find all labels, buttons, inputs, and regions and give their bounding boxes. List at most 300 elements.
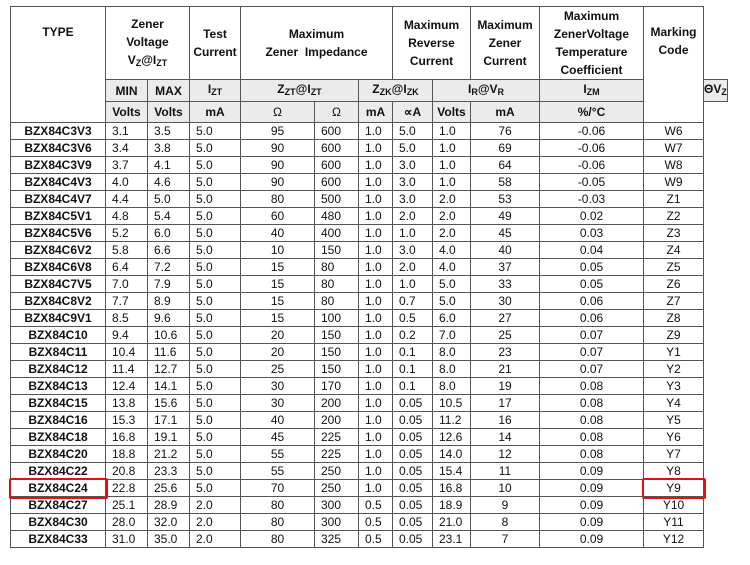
table-row	[11, 140, 728, 157]
cell-izt: 5.0	[190, 157, 241, 174]
cell-temp-coeff: 0.07	[540, 327, 644, 344]
cell-vz-max: 19.1	[148, 429, 190, 446]
cell-marking-code: W8	[644, 157, 704, 174]
cell-vz-min: 6.4	[106, 259, 148, 276]
cell-izt: 5.0	[190, 395, 241, 412]
cell-izt: 5.0	[190, 429, 241, 446]
cell-temp-coeff: 0.08	[540, 395, 644, 412]
cell-vz-min: 3.1	[106, 123, 148, 140]
cell-zzt: 90	[241, 157, 315, 174]
cell-temp-coeff: -0.03	[540, 191, 644, 208]
cell-type: BZX84C27	[11, 497, 106, 514]
cell-izt: 5.0	[190, 327, 241, 344]
cell-vr: 23.1	[433, 531, 471, 548]
cell-izk: 1.0	[359, 208, 393, 225]
cell-izm: 37	[471, 259, 540, 276]
cell-zzt: 30	[241, 395, 315, 412]
cell-marking-code: Z6	[644, 276, 704, 293]
cell-ir: 2.0	[393, 208, 433, 225]
cell-izk: 0.5	[359, 531, 393, 548]
unit-ovz: %/°C	[540, 102, 644, 123]
cell-izm: 7	[471, 531, 540, 548]
cell-vz-max: 4.1	[148, 157, 190, 174]
table-row	[11, 429, 728, 446]
cell-marking-code: Y12	[644, 531, 704, 548]
cell-ir: 0.05	[393, 480, 433, 497]
cell-zzt: 15	[241, 310, 315, 327]
cell-izt: 5.0	[190, 191, 241, 208]
cell-izt: 5.0	[190, 361, 241, 378]
header-zzt: $Z_{ZT}@I_{ZT}$	[241, 80, 359, 102]
cell-temp-coeff: 0.09	[540, 514, 644, 531]
cell-temp-coeff: -0.06	[540, 157, 644, 174]
cell-temp-coeff: 0.04	[540, 242, 644, 259]
cell-izt: 2.0	[190, 514, 241, 531]
unit-vr: Volts	[433, 102, 471, 123]
cell-ir: 0.05	[393, 514, 433, 531]
cell-type: BZX84C8V2	[11, 293, 106, 310]
cell-zzt: 40	[241, 412, 315, 429]
table-row	[11, 191, 728, 208]
header-max-reverse-current: Maximum Reverse Current	[393, 7, 471, 80]
cell-marking-code: Z2	[644, 208, 704, 225]
cell-marking-code: W7	[644, 140, 704, 157]
cell-zzk: 500	[315, 191, 359, 208]
cell-vz-min: 8.5	[106, 310, 148, 327]
cell-marking-code: Y2	[644, 361, 704, 378]
cell-zzk: 150	[315, 242, 359, 259]
cell-izk: 1.0	[359, 327, 393, 344]
cell-marking-code: Y5	[644, 412, 704, 429]
cell-zzt: 55	[241, 446, 315, 463]
table-row	[11, 242, 728, 259]
cell-zzk: 600	[315, 123, 359, 140]
cell-vz-min: 5.2	[106, 225, 148, 242]
cell-vz-max: 28.9	[148, 497, 190, 514]
unit-izt: mA	[190, 102, 241, 123]
cell-izk: 1.0	[359, 242, 393, 259]
cell-izt: 5.0	[190, 446, 241, 463]
cell-type: BZX84C7V5	[11, 276, 106, 293]
cell-zzt: 70	[241, 480, 315, 497]
cell-vz-max: 10.6	[148, 327, 190, 344]
cell-zzk: 225	[315, 446, 359, 463]
cell-izt: 5.0	[190, 259, 241, 276]
cell-type: BZX84C5V1	[11, 208, 106, 225]
cell-izk: 1.0	[359, 395, 393, 412]
cell-vz-max: 5.4	[148, 208, 190, 225]
table-row	[11, 497, 728, 514]
cell-vz-min: 3.4	[106, 140, 148, 157]
zener-spec-table	[10, 6, 728, 548]
cell-izt: 5.0	[190, 412, 241, 429]
header-max-zener-current: Maximum Zener Current	[471, 7, 540, 80]
cell-type: BZX84C20	[11, 446, 106, 463]
cell-izk: 1.0	[359, 140, 393, 157]
cell-temp-coeff: -0.06	[540, 140, 644, 157]
cell-izt: 5.0	[190, 480, 241, 497]
cell-izm: 19	[471, 378, 540, 395]
cell-zzk: 150	[315, 361, 359, 378]
cell-izt: 5.0	[190, 293, 241, 310]
cell-vz-min: 18.8	[106, 446, 148, 463]
cell-type: BZX84C16	[11, 412, 106, 429]
cell-type: BZX84C9V1	[11, 310, 106, 327]
cell-izt: 5.0	[190, 225, 241, 242]
cell-vz-min: 22.8	[106, 480, 148, 497]
cell-temp-coeff: 0.02	[540, 208, 644, 225]
cell-izt: 5.0	[190, 140, 241, 157]
cell-vz-min: 4.8	[106, 208, 148, 225]
cell-temp-coeff: 0.07	[540, 344, 644, 361]
cell-marking-code: Y4	[644, 395, 704, 412]
cell-ir: 0.1	[393, 378, 433, 395]
cell-ir: 2.0	[393, 259, 433, 276]
cell-type: BZX84C3V9	[11, 157, 106, 174]
cell-vr: 2.0	[433, 208, 471, 225]
cell-izm: 53	[471, 191, 540, 208]
cell-type: BZX84C13	[11, 378, 106, 395]
cell-ir: 5.0	[393, 140, 433, 157]
table-row	[11, 412, 728, 429]
cell-izm: 33	[471, 276, 540, 293]
cell-vz-min: 25.1	[106, 497, 148, 514]
header-ir: $I_R@V_R$	[433, 80, 540, 102]
table-row	[11, 225, 728, 242]
cell-temp-coeff: 0.08	[540, 412, 644, 429]
cell-vr: 6.0	[433, 310, 471, 327]
table-row	[11, 361, 728, 378]
table-row	[11, 531, 728, 548]
cell-izm: 8	[471, 514, 540, 531]
header-max-temp-coefficient: Maximum ZenerVoltage Temperature Coefficient	[540, 7, 644, 80]
cell-type: BZX84C6V8	[11, 259, 106, 276]
cell-izm: 27	[471, 310, 540, 327]
cell-marking-code: Y7	[644, 446, 704, 463]
cell-vz-min: 7.0	[106, 276, 148, 293]
cell-zzk: 600	[315, 157, 359, 174]
header-ovz: $\Theta V_Z$	[704, 80, 728, 102]
cell-vr: 7.0	[433, 327, 471, 344]
cell-vr: 2.0	[433, 191, 471, 208]
table-row	[11, 276, 728, 293]
cell-marking-code: Z3	[644, 225, 704, 242]
cell-marking-code: W9	[644, 174, 704, 191]
cell-zzk: 225	[315, 429, 359, 446]
header-test-current: Test Current	[190, 7, 241, 80]
cell-vr: 5.0	[433, 276, 471, 293]
cell-izk: 1.0	[359, 293, 393, 310]
cell-zzk: 300	[315, 497, 359, 514]
cell-marking-code: Y8	[644, 463, 704, 480]
cell-izm: 58	[471, 174, 540, 191]
cell-zzk: 480	[315, 208, 359, 225]
cell-temp-coeff: -0.05	[540, 174, 644, 191]
cell-marking-code: Y1	[644, 344, 704, 361]
cell-zzt: 45	[241, 429, 315, 446]
cell-zzk: 200	[315, 395, 359, 412]
cell-vz-max: 11.6	[148, 344, 190, 361]
cell-zzt: 25	[241, 361, 315, 378]
cell-temp-coeff: 0.03	[540, 225, 644, 242]
cell-izk: 0.5	[359, 514, 393, 531]
header-min: MIN	[106, 80, 148, 102]
cell-vz-max: 3.8	[148, 140, 190, 157]
cell-vr: 1.0	[433, 174, 471, 191]
cell-ir: 3.0	[393, 174, 433, 191]
cell-type: BZX84C5V6	[11, 225, 106, 242]
cell-zzt: 90	[241, 174, 315, 191]
cell-izk: 1.0	[359, 361, 393, 378]
cell-izk: 1.0	[359, 276, 393, 293]
cell-marking-code: Y6	[644, 429, 704, 446]
cell-zzk: 150	[315, 344, 359, 361]
table-row	[11, 293, 728, 310]
cell-zzt: 90	[241, 140, 315, 157]
cell-izm: 76	[471, 123, 540, 140]
cell-izk: 1.0	[359, 191, 393, 208]
cell-vz-min: 12.4	[106, 378, 148, 395]
cell-izk: 1.0	[359, 429, 393, 446]
cell-zzt: 15	[241, 259, 315, 276]
cell-marking-code: Z9	[644, 327, 704, 344]
cell-ir: 1.0	[393, 276, 433, 293]
cell-vr: 12.6	[433, 429, 471, 446]
cell-vr: 1.0	[433, 157, 471, 174]
cell-izk: 1.0	[359, 446, 393, 463]
cell-vr: 1.0	[433, 140, 471, 157]
cell-temp-coeff: 0.09	[540, 463, 644, 480]
cell-temp-coeff: 0.06	[540, 293, 644, 310]
cell-ir: 3.0	[393, 157, 433, 174]
header-zener-voltage: Zener Voltage $V_Z@I_{ZT}$	[106, 7, 190, 80]
cell-vz-min: 4.0	[106, 174, 148, 191]
cell-type: BZX84C6V2	[11, 242, 106, 259]
cell-izt: 5.0	[190, 276, 241, 293]
cell-temp-coeff: -0.06	[540, 123, 644, 140]
cell-vr: 8.0	[433, 361, 471, 378]
cell-type: BZX84C30	[11, 514, 106, 531]
cell-vz-min: 10.4	[106, 344, 148, 361]
cell-vz-max: 12.7	[148, 361, 190, 378]
cell-zzt: 80	[241, 514, 315, 531]
cell-izm: 14	[471, 429, 540, 446]
cell-izk: 1.0	[359, 412, 393, 429]
cell-vz-min: 31.0	[106, 531, 148, 548]
cell-vz-min: 5.8	[106, 242, 148, 259]
cell-vr: 16.8	[433, 480, 471, 497]
cell-izt: 5.0	[190, 463, 241, 480]
cell-zzt: 80	[241, 497, 315, 514]
cell-izk: 1.0	[359, 344, 393, 361]
table-row	[11, 123, 728, 140]
cell-type: BZX84C3V6	[11, 140, 106, 157]
cell-izk: 1.0	[359, 463, 393, 480]
cell-zzt: 20	[241, 327, 315, 344]
cell-temp-coeff: 0.08	[540, 446, 644, 463]
cell-ir: 0.2	[393, 327, 433, 344]
header-zzk: $Z_{ZK}@I_{ZK}$	[359, 80, 433, 102]
cell-izk: 1.0	[359, 174, 393, 191]
cell-marking-code: Z1	[644, 191, 704, 208]
cell-vz-max: 5.0	[148, 191, 190, 208]
cell-zzt: 55	[241, 463, 315, 480]
cell-izt: 5.0	[190, 242, 241, 259]
cell-vr: 4.0	[433, 259, 471, 276]
cell-izm: 10	[471, 480, 540, 497]
cell-zzt: 80	[241, 191, 315, 208]
cell-vz-max: 6.0	[148, 225, 190, 242]
cell-type: BZX84C24	[11, 480, 106, 497]
cell-vz-max: 25.6	[148, 480, 190, 497]
header-max: MAX	[148, 80, 190, 102]
cell-izt: 5.0	[190, 174, 241, 191]
cell-izk: 1.0	[359, 259, 393, 276]
cell-izk: 1.0	[359, 310, 393, 327]
cell-ir: 0.05	[393, 446, 433, 463]
cell-izm: 11	[471, 463, 540, 480]
table-row	[11, 395, 728, 412]
unit-min: Volts	[106, 102, 148, 123]
cell-vz-max: 14.1	[148, 378, 190, 395]
cell-vz-max: 15.6	[148, 395, 190, 412]
cell-ir: 0.05	[393, 429, 433, 446]
cell-temp-coeff: 0.05	[540, 276, 644, 293]
cell-zzk: 250	[315, 463, 359, 480]
cell-vr: 14.0	[433, 446, 471, 463]
table-body	[11, 123, 728, 548]
cell-izm: 69	[471, 140, 540, 157]
cell-vz-max: 23.3	[148, 463, 190, 480]
cell-temp-coeff: 0.05	[540, 259, 644, 276]
cell-izm: 9	[471, 497, 540, 514]
cell-ir: 0.05	[393, 412, 433, 429]
table-row	[11, 157, 728, 174]
cell-temp-coeff: 0.09	[540, 497, 644, 514]
cell-izt: 5.0	[190, 344, 241, 361]
table-row	[11, 327, 728, 344]
cell-vz-min: 20.8	[106, 463, 148, 480]
cell-izk: 1.0	[359, 157, 393, 174]
cell-zzk: 100	[315, 310, 359, 327]
cell-izm: 49	[471, 208, 540, 225]
header-type: TYPE	[11, 7, 106, 123]
cell-type: BZX84C4V7	[11, 191, 106, 208]
cell-vz-min: 3.7	[106, 157, 148, 174]
header-marking-code: Marking Code	[644, 7, 704, 123]
unit-max: Volts	[148, 102, 190, 123]
cell-vz-max: 4.6	[148, 174, 190, 191]
cell-zzt: 20	[241, 344, 315, 361]
cell-marking-code: Y9	[644, 480, 704, 497]
cell-ir: 0.1	[393, 361, 433, 378]
cell-vz-min: 13.8	[106, 395, 148, 412]
cell-type: BZX84C10	[11, 327, 106, 344]
cell-vr: 18.9	[433, 497, 471, 514]
table-row	[11, 174, 728, 191]
cell-vz-min: 11.4	[106, 361, 148, 378]
header-max-zener-impedance: Maximum Zener Impedance	[241, 7, 393, 80]
unit-ir: ∝A	[393, 102, 433, 123]
cell-marking-code: Z8	[644, 310, 704, 327]
table-row	[11, 344, 728, 361]
cell-vr: 1.0	[433, 123, 471, 140]
cell-izt: 5.0	[190, 378, 241, 395]
cell-izm: 45	[471, 225, 540, 242]
cell-zzk: 150	[315, 327, 359, 344]
cell-vr: 10.5	[433, 395, 471, 412]
cell-vr: 4.0	[433, 242, 471, 259]
cell-type: BZX84C12	[11, 361, 106, 378]
zener-voltage-symbol: $V_Z@I_{ZT}$	[127, 52, 168, 68]
cell-izt: 5.0	[190, 310, 241, 327]
cell-zzk: 325	[315, 531, 359, 548]
table-row	[11, 259, 728, 276]
cell-zzk: 80	[315, 276, 359, 293]
cell-zzk: 600	[315, 140, 359, 157]
cell-ir: 0.5	[393, 310, 433, 327]
cell-izk: 1.0	[359, 225, 393, 242]
cell-type: BZX84C4V3	[11, 174, 106, 191]
cell-marking-code: Y3	[644, 378, 704, 395]
cell-vr: 2.0	[433, 225, 471, 242]
cell-type: BZX84C33	[11, 531, 106, 548]
cell-marking-code: Z5	[644, 259, 704, 276]
cell-vr: 8.0	[433, 378, 471, 395]
unit-zzt: Ω	[241, 102, 315, 123]
unit-izk: mA	[359, 102, 393, 123]
cell-zzt: 60	[241, 208, 315, 225]
cell-vz-min: 28.0	[106, 514, 148, 531]
cell-izk: 1.0	[359, 123, 393, 140]
cell-izm: 21	[471, 361, 540, 378]
cell-izm: 17	[471, 395, 540, 412]
cell-temp-coeff: 0.06	[540, 310, 644, 327]
cell-type: BZX84C22	[11, 463, 106, 480]
cell-ir: 0.1	[393, 344, 433, 361]
cell-zzt: 30	[241, 378, 315, 395]
table-row	[11, 480, 728, 497]
cell-zzk: 80	[315, 259, 359, 276]
cell-zzt: 15	[241, 276, 315, 293]
cell-zzk: 170	[315, 378, 359, 395]
cell-zzk: 300	[315, 514, 359, 531]
cell-vz-max: 7.9	[148, 276, 190, 293]
cell-vz-max: 17.1	[148, 412, 190, 429]
cell-izm: 30	[471, 293, 540, 310]
cell-izt: 2.0	[190, 497, 241, 514]
cell-temp-coeff: 0.07	[540, 361, 644, 378]
cell-ir: 3.0	[393, 242, 433, 259]
cell-zzk: 600	[315, 174, 359, 191]
cell-izm: 12	[471, 446, 540, 463]
cell-izm: 25	[471, 327, 540, 344]
cell-izm: 40	[471, 242, 540, 259]
cell-zzt: 15	[241, 293, 315, 310]
cell-ir: 0.05	[393, 463, 433, 480]
unit-izm: mA	[471, 102, 540, 123]
cell-type: BZX84C11	[11, 344, 106, 361]
cell-vz-max: 7.2	[148, 259, 190, 276]
cell-izm: 16	[471, 412, 540, 429]
cell-type: BZX84C15	[11, 395, 106, 412]
cell-vr: 11.2	[433, 412, 471, 429]
cell-ir: 0.7	[393, 293, 433, 310]
cell-zzk: 80	[315, 293, 359, 310]
cell-vz-max: 8.9	[148, 293, 190, 310]
cell-zzk: 200	[315, 412, 359, 429]
cell-vz-max: 9.6	[148, 310, 190, 327]
